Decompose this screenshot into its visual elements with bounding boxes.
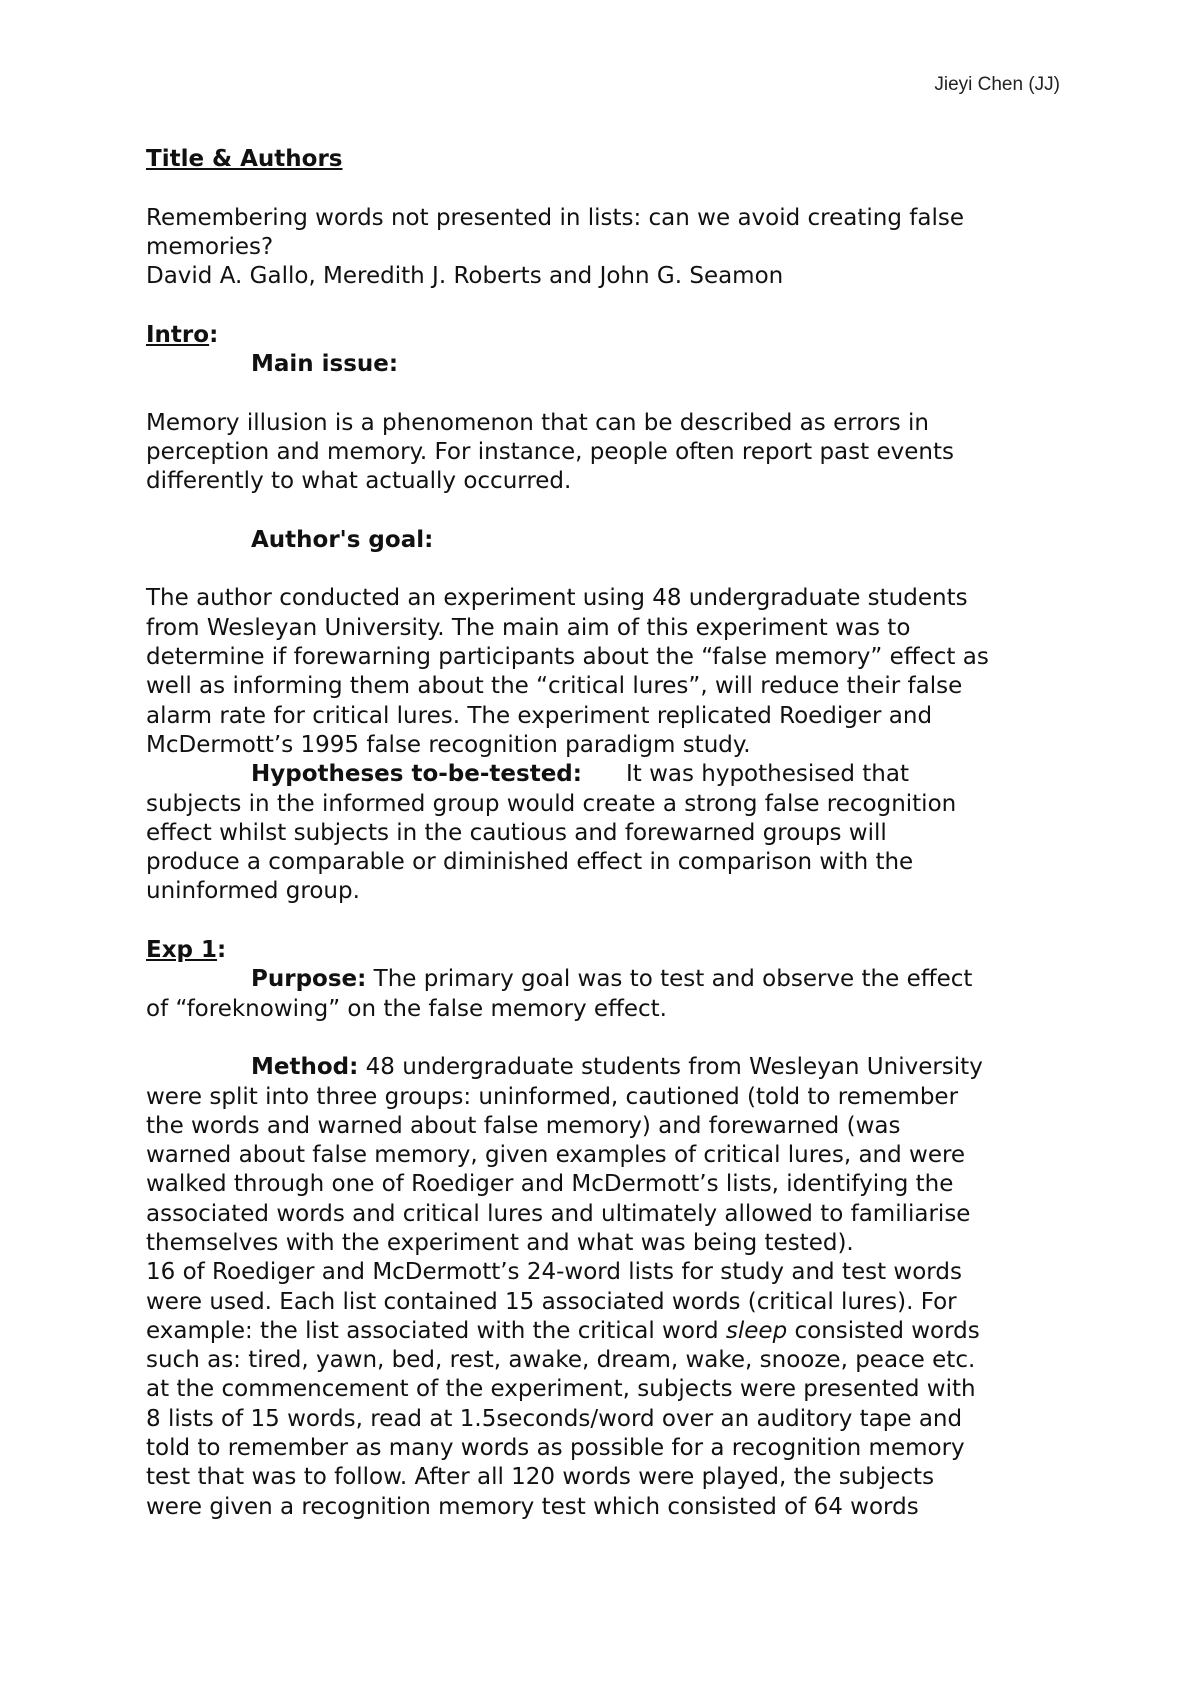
method-line-3: walked through one of Roediger and McDermott’s lists, identifying the [146, 1171, 954, 1198]
method-line-7: were used. Each list contained 15 associated words (critical lures). For [146, 1288, 957, 1315]
paper-authors: David A. Gallo, Meredith J. Roberts and John G. Seamon [146, 263, 784, 290]
hypotheses-label: Hypotheses to-be-tested: [251, 761, 582, 788]
main-issue-line-1: perception and memory. For instance, people often report past events [146, 438, 954, 465]
method2-line-0: such as: tired, yawn, bed, rest, awake, dream, wake, snooze, peace etc. [146, 1347, 976, 1374]
main-issue-label: Main issue: [251, 351, 399, 378]
method2-line-5: were given a recognition memory test which consisted of 64 words [146, 1493, 919, 1520]
method-line-2: warned about false memory, given examples of critical lures, and were [146, 1142, 966, 1169]
goal-line-0: The author conducted an experiment using 48 undergraduate students [146, 585, 968, 612]
intro-heading: Intro [146, 321, 210, 348]
method2-line-1: at the commencement of the experiment, subjects were presented with [146, 1376, 976, 1403]
method-line-6: 16 of Roediger and McDermott’s 24-word lists for study and test words [146, 1259, 962, 1286]
method-first: 48 undergraduate students from Wesleyan University [358, 1054, 983, 1081]
example-after: consisted words [787, 1317, 980, 1344]
method2-line-4: test that was to follow. After all 120 words were played, the subjects [146, 1464, 935, 1491]
hypotheses-first: It was hypothesised that [625, 761, 909, 788]
title-authors-heading: Title & Authors [146, 146, 343, 172]
purpose-second: of “foreknowing” on the false memory effect. [146, 995, 667, 1022]
exp1-heading-colon: : [217, 937, 227, 964]
goal-line-1: from Wesleyan University. The main aim of this experiment was to [146, 614, 911, 641]
paper-title-line-2: memories? [146, 233, 274, 260]
goal-line-5: McDermott’s 1995 false recognition paradigm study. [146, 731, 751, 758]
method-line-0: were split into three groups: uninformed, cautioned (told to remember [146, 1083, 959, 1110]
purpose-first: The primary goal was to test and observe the effect [366, 966, 973, 993]
goal-line-4: alarm rate for critical lures. The experiment replicated Roediger and [146, 702, 933, 729]
goal-line-2: determine if forewarning participants about the “false memory” effect as [146, 644, 989, 671]
paper-title-line-1: Remembering words not presented in lists: can we avoid creating false [146, 204, 964, 231]
hypotheses-line-1: effect whilst subjects in the cautious and forewarned groups will [146, 819, 887, 846]
example-italic-word: sleep [725, 1317, 788, 1344]
method-line-5: themselves with the experiment and what was being tested). [146, 1229, 854, 1256]
example-before: example: the list associated with the critical word [146, 1317, 726, 1344]
method-line-4: associated words and critical lures and ultimately allowed to familiarise [146, 1200, 971, 1227]
method-line-1: the words and warned about false memory) and forewarned (was [146, 1112, 901, 1139]
hypotheses-line-2: produce a comparable or diminished effect in comparison with the [146, 849, 914, 876]
hypotheses-line-3: uninformed group. [146, 878, 360, 905]
method2-line-2: 8 lists of 15 words, read at 1.5seconds/word over an auditory tape and [146, 1405, 963, 1432]
main-issue-line-0: Memory illusion is a phenomenon that can be described as errors in [146, 409, 930, 436]
method-label: Method: [251, 1054, 359, 1081]
method2-line-3: told to remember as many words as possible for a recognition memory [146, 1435, 965, 1462]
main-issue-line-2: differently to what actually occurred. [146, 468, 572, 495]
goal-label: Author's goal: [251, 526, 434, 553]
document-body [146, 145, 1076, 1522]
hypotheses-line-0: subjects in the informed group would create a strong false recognition [146, 790, 957, 817]
header-author-name: Jieyi Chen (JJ) [934, 74, 1060, 95]
purpose-label: Purpose: [251, 966, 367, 993]
intro-heading-colon: : [209, 321, 219, 348]
exp1-heading: Exp 1 [146, 937, 218, 964]
goal-line-3: well as informing them about the “critical lures”, will reduce their false [146, 673, 963, 700]
